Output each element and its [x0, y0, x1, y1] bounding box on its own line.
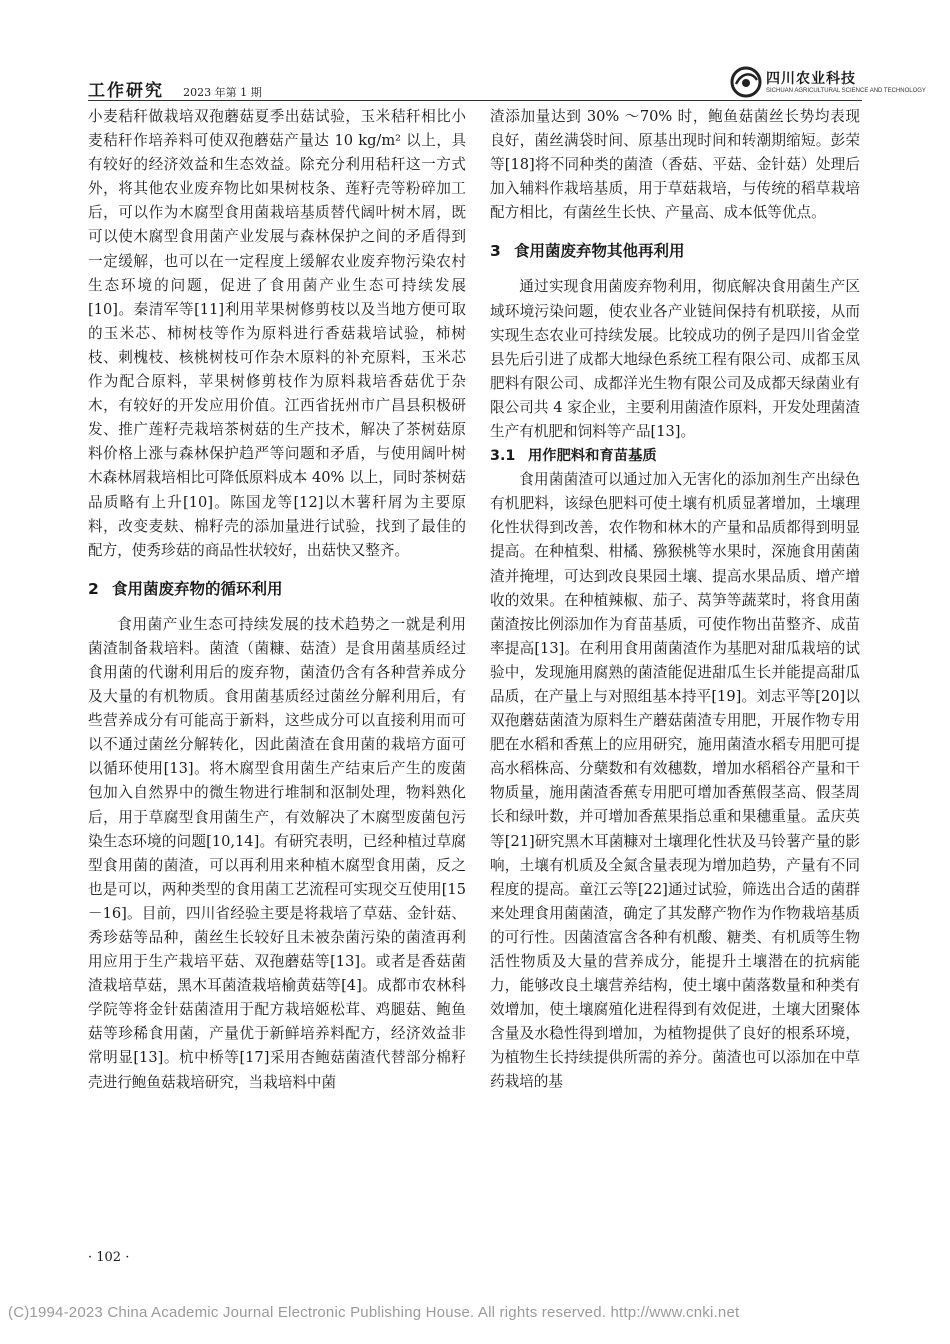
right-column — [490, 105, 860, 1095]
section-number: 2 — [88, 579, 99, 598]
subsection-number: 3.1 — [490, 448, 516, 465]
journal-logo — [730, 66, 926, 100]
section-heading-3 — [490, 239, 860, 263]
paragraph: 小麦秸秆做栽培双孢蘑菇夏季出菇试验，玉米秸秆相比小麦秸秆作培养料可使双孢蘑菇产量达 10 kg/m² 以上，具有较好的经济效益和生态效益。除充分利用秸秆这一方式外，将其他农业废弃物比如果树枝条、莲籽壳等粉碎加工后，可以作为木腐型食用菌栽培基质替代阔叶树木屑，既可以使木腐型食用菌产业发展与森林保护之间的矛盾得到一定缓解，也可以在一定程度上缓解农业废弃物污染农村生态环境的问题，促进了食用菌产业生态可持续发展[10]。秦清军等[11]利用苹果树修剪枝以及当地方便可取的玉米芯、柿树枝等作为原料进行香菇栽培试验，柿树枝、刺槐枝、核桃树枝可作杂木原料的补充原料，玉米芯作为配合原料，苹果树修剪枝作为原料栽培香菇优于杂木，有较好的开发应用价值。江西省抚州市广昌县积极研发、推广莲籽壳栽培茶树菇的生产技术，解决了茶树菇原料价格上涨与森林保护趋严等问题和矛盾，与使用阔叶树木森林屑栽培相比可降低原料成本 40% 以上，同时茶树菇品质略有上升[10]。陈国龙等[12]以木薯秆屑为主要原料，改变麦麸、棉籽壳的添加量进行试验，找到了最佳的配方，使秀珍菇的商品性状较好，出菇快又整齐。 — [88, 108, 466, 559]
subsection-title: 用作肥料和育苗基质 — [528, 448, 657, 465]
paragraph: 通过实现食用菌废弃物利用，彻底解决食用菌生产区域环境污染问题，使农业各产业链间保持有机联接，从而实现生态农业可持续发展。比较成功的例子是四川省金堂县先后引进了成都大地绿色系统工程有限公司、成都玉凤肥料有限公司、成都洋光生物有限公司及成都天绿菌业有限公司共 4 家企业，主要利用菌渣作原料，开发处理菌渣生产有机肥和饲料等产品[13]。 — [490, 278, 860, 441]
header-rule — [88, 100, 862, 101]
left-column — [88, 105, 466, 1095]
section-title: 食用菌废弃物的循环利用 — [112, 579, 283, 598]
issue-label: 2023 年第 1 期 — [183, 86, 262, 99]
journal-name: 四川农业科技 — [766, 71, 856, 87]
section-number: 3 — [490, 242, 501, 261]
subsection-heading-3-1 — [490, 444, 860, 468]
paragraph: 食用菌菌渣可以通过加入无害化的添加剂生产出绿色有机肥料，该绿色肥料可使土壤有机质显著增加，土壤理化性状得到改善，农作物和林木的产量和品质都得到明显提高。在种植梨、柑橘、猕猴桃等水果时，深施食用菌菌渣并掩埋，可达到改良果园土壤、提高水果品质、增产增收的效果。在种植辣椒、茄子、莴笋等蔬菜时，将食用菌菌渣按比例添加作为育苗基质，可使作物出苗整齐、成苗率提高[13]。在利用食用菌菌渣作为基肥对甜瓜栽培的试验中，发现施用腐熟的菌渣能促进甜瓜生长并能提高甜瓜品质，在产量上与对照组基本持平[19]。刘志平等[20]以双孢蘑菇菌渣为原料生产蘑菇菌渣专用肥，开展作物专用肥在水稻和香蕉上的应用研究，施用菌渣水稻专用肥可提高水稻株高、分蘖数和有效穗数，增加水稻稻谷产量和干物质量，施用菌渣香蕉专用肥可增加香蕉假茎高、假茎周长和绿叶数，并可增加香蕉果指总重和果穗重量。孟庆英等[21]研究黑木耳菌糠对土壤理化性状及马铃薯产量的影响，土壤有机质及全氮含量表现为增加趋势，产量有不同程度的提高。童江云等[22]通过试验，筛选出合适的菌群来处理食用菌菌渣，确定了其发酵产物作为作物栽培基质的可行性。因菌渣富含各种有机酸、糖类、有机质等生物活性物质及大量的营养成分，能提升土壤潜在的抗病能力，能够改良土壤营养结构，使土壤中菌落数量和种类有效增加，使土壤腐殖化进程得到有效促进，土壤大团聚体含量及水稳性得到增加，为植物提供了良好的根系环境，为植物生长持续提供所需的养分。菌渣也可以添加在中草药栽培的基 — [490, 471, 860, 1091]
page-number: · 102 · — [88, 1250, 130, 1265]
section-heading-2 — [88, 577, 466, 601]
copyright-footer: (C)1994-2023 China Academic Journal Electronic Publishing House. All rights reserved. http://www.cnki.net — [8, 1304, 740, 1321]
journal-name-en: SICHUAN AGRICULTURAL SCIENCE AND TECHNOLOGY — [766, 88, 926, 94]
journal-logo-icon — [730, 66, 762, 98]
running-header — [88, 76, 262, 101]
section-title: 食用菌废弃物其他再利用 — [514, 242, 685, 261]
paragraph: 食用菌产业生态可持续发展的技术趋势之一就是利用菌渣制备栽培料。菌渣（菌糠、菇渣）是食用菌基质经过食用菌的代谢利用后的废弃物，菌渣仍含有各种营养成分及大量的有机物质。食用菌基质经过菌丝分解利用后，有些营养成分有可能高于新料，这些成分可以直接利用而可以不通过菌丝分解转化，因此菌渣在食用菌的栽培方面可以循环使用[13]。将木腐型食用菌生产结束后产生的废菌包加入自然界中的微生物进行堆制和沤制处理，物料熟化后，用于草腐型食用菌生产，有效解决了木腐型废菌包污染生态环境的问题[10,14]。有研究表明，已经种植过草腐型食用菌的菌渣，可以再利用来种植木腐型食用菌，反之也是可以，两种类型的食用菌工艺流程可实现交互使用[15－16]。目前，四川省经验主要是将栽培了草菇、金针菇、秀珍菇等品种，菌丝生长较好且未被杂菌污染的菌渣再利用应用于生产栽培平菇、双孢蘑菇等[13]。或者是香菇菌渣栽培草菇，黑木耳菌渣栽培榆黄菇等[4]。成都市农林科学院等将金针菇菌渣用于配方栽培姬松茸、鸡腿菇、鲍鱼菇等珍稀食用菌，产量优于新鲜培养料配方，经济效益非常明显[13]。杭中桥等[17]采用杏鲍菇菌渣代替部分棉籽壳进行鲍鱼菇栽培研究，当栽培料中菌 — [88, 615, 466, 1091]
section-label: 工作研究 — [88, 81, 164, 101]
paragraph: 渣添加量达到 30% ～70% 时，鲍鱼菇菌丝长势均表现良好，菌丝满袋时间、原基出现时间和转潮期缩短。彭荣等[18]将不同种类的菌渣（香菇、平菇、金针菇）处理后加入辅料作栽培基质，用于草菇栽培，与传统的稻草栽培配方相比，有菌丝生长快、产量高、成本低等优点。 — [490, 108, 860, 222]
